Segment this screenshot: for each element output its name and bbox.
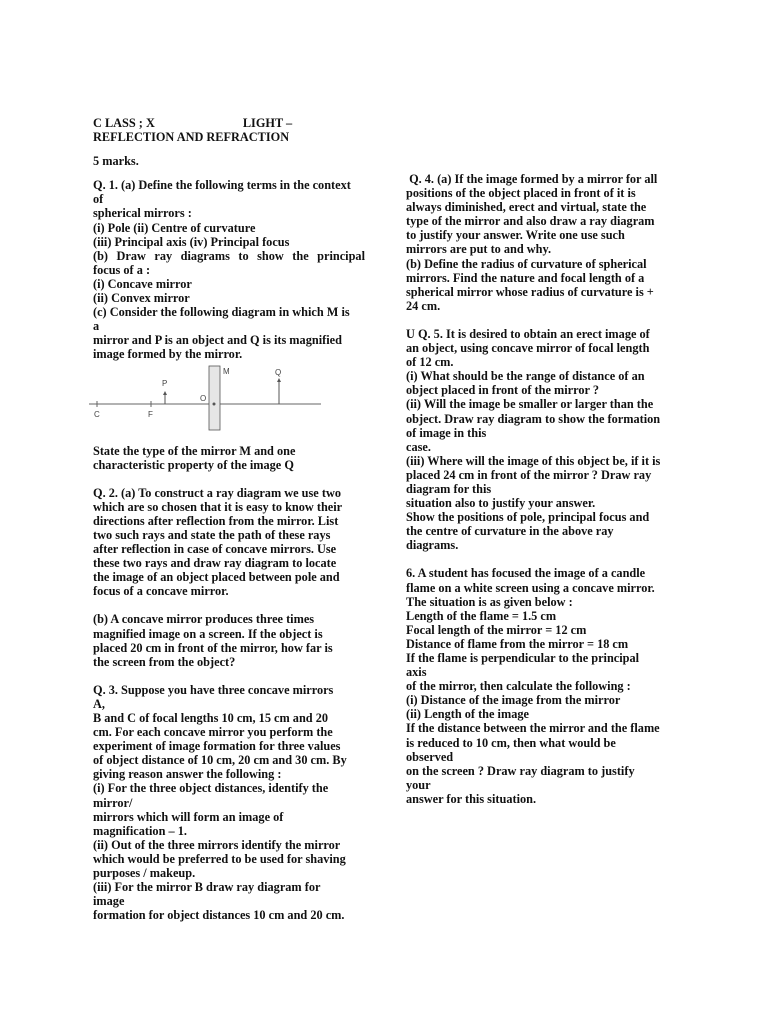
q3-line: B and C of focal lengths 10 cm, 15 cm and 20 bbox=[93, 711, 329, 725]
q1-line: (iii) Principal axis (iv) Principal focus bbox=[93, 234, 290, 249]
q6-line: Distance of flame from the mirror = 18 cm bbox=[406, 636, 629, 651]
q1-line: image formed by the mirror. bbox=[93, 347, 243, 362]
q6-line: The situation is as given below : bbox=[406, 594, 573, 609]
q4-line: Q. 4. (a) If the image formed by a mirror for all bbox=[406, 172, 658, 186]
q3-line: (iii) For the mirror B draw ray diagram for bbox=[93, 880, 321, 895]
q3-line: mirrors which will form an image of bbox=[93, 809, 284, 824]
q3-line: experiment of image formation for three values bbox=[93, 739, 341, 754]
q1-line: (c) Consider the following diagram in which M is bbox=[93, 305, 350, 320]
label-f: F bbox=[148, 409, 153, 419]
q3-line: formation for object distances 10 cm and 20 cm. bbox=[93, 908, 345, 923]
pole-o-point bbox=[213, 402, 216, 405]
q6-line: (i) Distance of the image from the mirror bbox=[406, 693, 621, 708]
q2b-line: placed 20 cm in front of the mirror, how far is bbox=[93, 640, 333, 655]
label-c: C bbox=[94, 409, 100, 419]
label-p: P bbox=[162, 378, 168, 388]
topic-title-part2: REFLECTION AND REFRACTION bbox=[93, 130, 290, 145]
q1-line: Q. 1. (a) Define the following terms in the context bbox=[93, 178, 351, 193]
q2b-line: (b) A concave mirror produces three times bbox=[93, 612, 315, 627]
q4-line: mirrors are put to and why. bbox=[406, 242, 552, 257]
q3-line: A, bbox=[93, 696, 105, 711]
q5-line: situation also to justify your answer. bbox=[406, 496, 596, 511]
q6-line: If the distance between the mirror and the flame bbox=[406, 721, 660, 736]
image-q-arrowhead bbox=[277, 378, 281, 382]
object-p-arrowhead bbox=[163, 391, 167, 395]
q6-line: 6. A student has focused the image of a candle bbox=[406, 566, 646, 581]
q1-line: of bbox=[93, 192, 104, 207]
q4-line: positions of the object placed in front of it is bbox=[406, 186, 636, 201]
q3-line: mirror/ bbox=[93, 795, 133, 810]
q5-line: of image in this bbox=[406, 425, 487, 440]
q3-line: (ii) Out of the three mirrors identify the mirror bbox=[93, 837, 341, 852]
q4-line: to justify your answer. Write one use such bbox=[406, 228, 625, 243]
q5-line: (iii) Where will the image of this object be, if it is bbox=[406, 453, 661, 468]
q3-line: Q. 3. Suppose you have three concave mirrors bbox=[93, 682, 334, 697]
label-q: Q bbox=[275, 367, 282, 377]
q6-line: flame on a white screen using a concave mirror. bbox=[406, 580, 655, 595]
right-column bbox=[406, 172, 678, 806]
q1-line: (i) Concave mirror bbox=[93, 276, 192, 291]
q3-line: image bbox=[93, 894, 125, 909]
q6-line: Focal length of the mirror = 12 cm bbox=[406, 622, 587, 637]
q5-line: Show the positions of pole, principal focus and bbox=[406, 510, 650, 525]
q1-line: spherical mirrors : bbox=[93, 206, 192, 221]
label-m: M bbox=[223, 366, 230, 376]
question-4 bbox=[406, 172, 678, 313]
question-5 bbox=[406, 327, 678, 553]
q5-line: placed 24 cm in front of the mirror ? Draw ray bbox=[406, 467, 652, 482]
q1-after-line: characteristic property of the image Q bbox=[93, 457, 294, 472]
q2-line: Q. 2. (a) To construct a ray diagram we use two bbox=[93, 485, 341, 500]
q6-line: Length of the flame = 1.5 cm bbox=[406, 608, 557, 623]
q4-line: (b) Define the radius of curvature of spherical bbox=[406, 256, 647, 271]
question-1 bbox=[93, 178, 365, 471]
q5-line: object. Draw ray diagram to show the formation bbox=[406, 411, 661, 426]
mirror-m bbox=[209, 366, 220, 430]
question-3 bbox=[93, 683, 365, 923]
q1-line: focus of a : bbox=[93, 262, 151, 277]
q6-line: on the screen ? Draw ray diagram to justify bbox=[406, 763, 635, 778]
q6-line: axis bbox=[406, 665, 427, 680]
q5-line: the centre of curvature in the above ray bbox=[406, 524, 614, 539]
q2b-line: the screen from the object? bbox=[93, 654, 236, 669]
class-label: C LASS ; X bbox=[93, 116, 155, 130]
q5-line: object placed in front of the mirror ? bbox=[406, 383, 599, 398]
q5-line: diagram for this bbox=[406, 481, 492, 496]
q1-line: mirror and P is an object and Q is its magnified bbox=[93, 333, 342, 348]
q2-line: which are so chosen that it is easy to know their bbox=[93, 499, 343, 514]
q1-line: a bbox=[93, 319, 100, 334]
q2-line: directions after reflection from the mirror. List bbox=[93, 513, 339, 528]
q3-line: which would be preferred to be used for shaving bbox=[93, 851, 346, 866]
q5-line: of 12 cm. bbox=[406, 355, 454, 370]
question-6 bbox=[406, 566, 678, 806]
q1-line: (i) Pole (ii) Centre of curvature bbox=[93, 220, 256, 235]
topic-title-part1: LIGHT – bbox=[242, 116, 293, 130]
left-column bbox=[93, 116, 365, 922]
q3-line: of object distance of 10 cm, 20 cm and 30 cm. By bbox=[93, 753, 347, 768]
q2-line: two such rays and state the path of these rays bbox=[93, 527, 331, 542]
q2-line: these two rays and draw ray diagram to locate bbox=[93, 556, 337, 571]
q5-line: an object, using concave mirror of focal length bbox=[406, 341, 650, 356]
q1-line: (ii) Convex mirror bbox=[93, 291, 190, 306]
marks-label: 5 marks. bbox=[93, 154, 139, 169]
question-2 bbox=[93, 486, 365, 669]
q5-line: (ii) Will the image be smaller or larger than the bbox=[406, 397, 654, 412]
q2-line: focus of a concave mirror. bbox=[93, 584, 229, 599]
q4-line: type of the mirror and also draw a ray diagram bbox=[406, 214, 655, 229]
q3-line: (i) For the three object distances, identify the bbox=[93, 781, 329, 796]
label-o: O bbox=[200, 393, 207, 403]
q4-line: mirrors. Find the nature and focal length of a bbox=[406, 270, 645, 285]
q3-line: giving reason answer the following : bbox=[93, 767, 282, 782]
q2-line: the image of an object placed between pole and bbox=[93, 570, 340, 585]
q3-line: purposes / makeup. bbox=[93, 866, 196, 881]
q4-line: always diminished, erect and virtual, state the bbox=[406, 200, 647, 215]
q6-line: answer for this situation. bbox=[406, 791, 537, 806]
q4-line: spherical mirror whose radius of curvature is + bbox=[406, 284, 654, 299]
q6-line: of the mirror, then calculate the following : bbox=[406, 679, 631, 694]
q5-line: U Q. 5. It is desired to obtain an erect image of bbox=[406, 326, 650, 341]
q3-line: magnification – 1. bbox=[93, 823, 187, 838]
q6-line: (ii) Length of the image bbox=[406, 707, 529, 722]
q6-line: your bbox=[406, 777, 431, 792]
q2-line: after reflection in case of concave mirrors. Use bbox=[93, 542, 337, 557]
q2b-line: magnified image on a screen. If the object is bbox=[93, 626, 323, 641]
title-line bbox=[93, 116, 365, 130]
q6-line: If the flame is perpendicular to the principal bbox=[406, 651, 640, 665]
q4-line: 24 cm. bbox=[406, 298, 441, 313]
q1-after-line: State the type of the mirror M and one bbox=[93, 443, 296, 458]
q5-line: diagrams. bbox=[406, 538, 459, 553]
mirror-diagram bbox=[89, 364, 329, 434]
q3-line: cm. For each concave mirror you perform the bbox=[93, 725, 333, 740]
q1-line: (b) Draw ray diagrams to show the principal bbox=[93, 248, 365, 263]
q6-line: observed bbox=[406, 749, 454, 764]
q5-line: case. bbox=[406, 439, 431, 454]
q6-line: is reduced to 10 cm, then what would be bbox=[406, 735, 616, 750]
q5-line: (i) What should be the range of distance of an bbox=[406, 369, 645, 384]
